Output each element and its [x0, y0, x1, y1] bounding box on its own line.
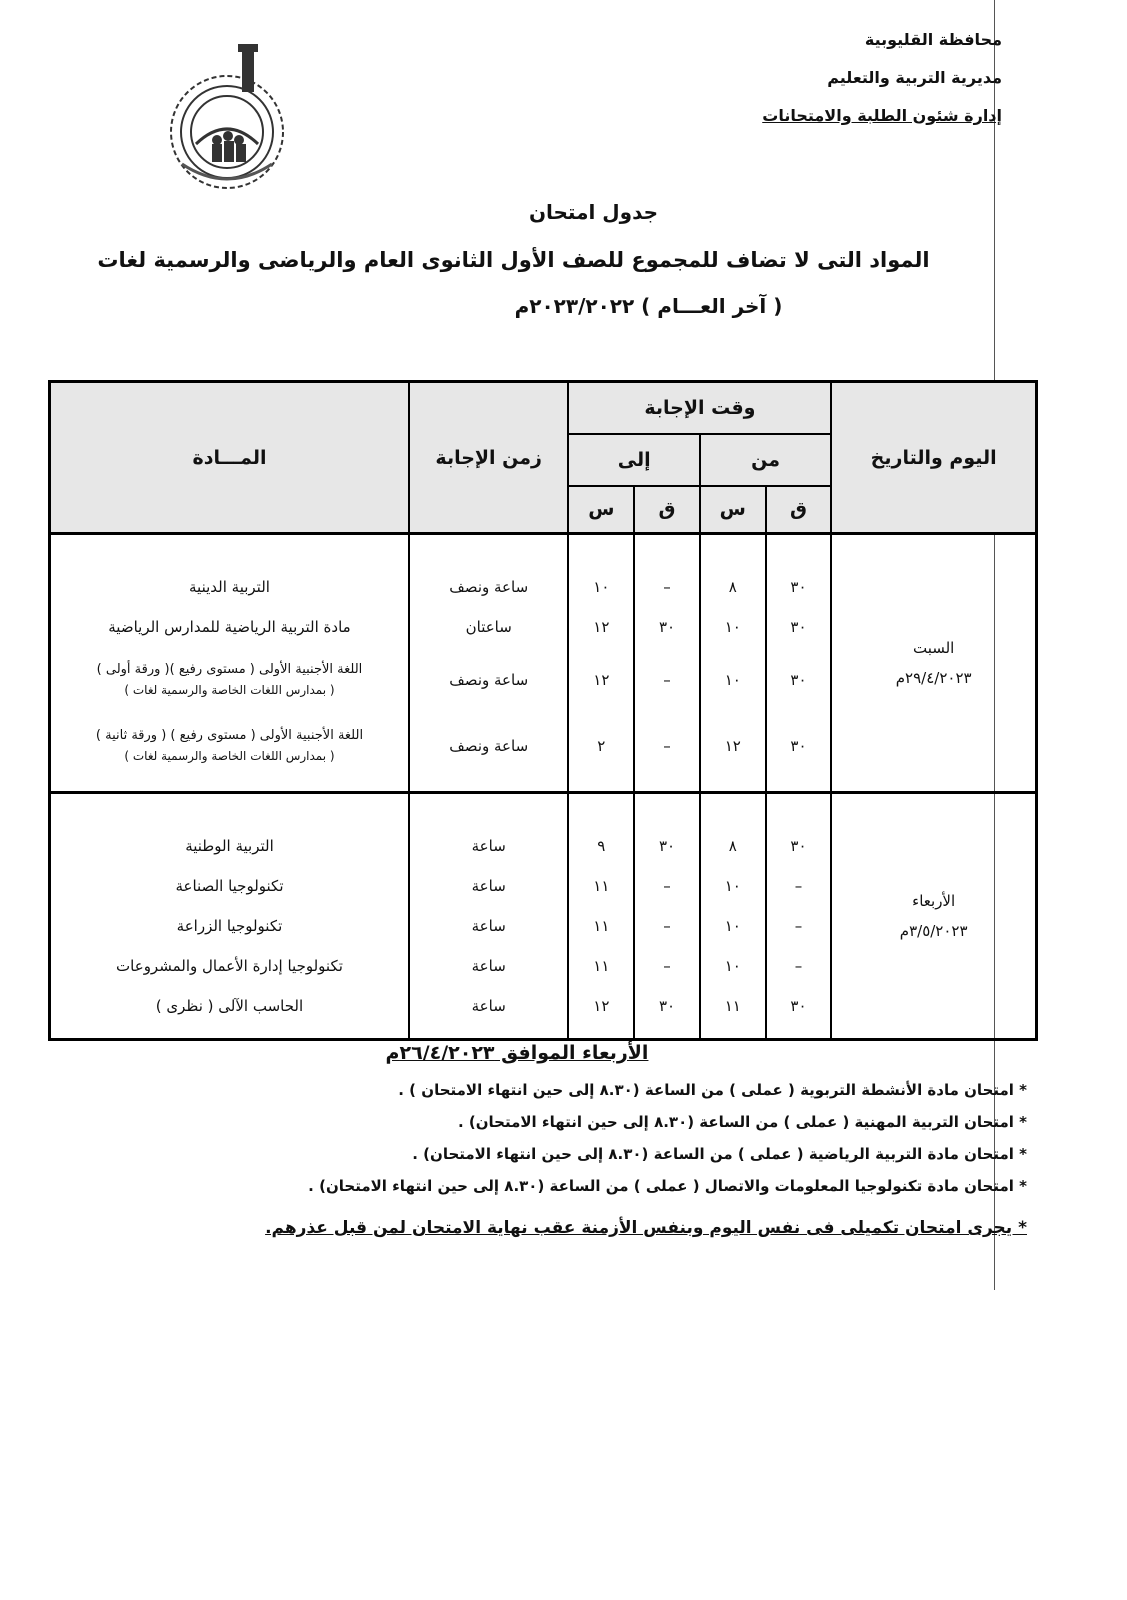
header-to: إلى	[568, 434, 699, 486]
header-answer-time: وقت الإجابة	[568, 382, 831, 434]
from-minute-value: ٣٠	[790, 997, 807, 1015]
duration-value: ساعة	[471, 997, 506, 1015]
from-hour-value: ١٢	[724, 737, 741, 755]
subject-name: اللغة الأجنبية الأولى ( مستوى رفيع ) ( ورقة ثانية )	[95, 728, 364, 743]
note-item: * امتحان مادة التربية الرياضية ( عملى ) من الساعة (٨.٣٠ إلى حين انتهاء الامتحان) .	[412, 1145, 1027, 1163]
from-hour-value: ٨	[728, 837, 737, 855]
header-duration: زمن الإجابة	[409, 382, 568, 534]
from-hour-value: ١٠	[724, 671, 741, 689]
subject-note: ( بمدارس اللغات الخاصة والرسمية لغات )	[124, 683, 335, 697]
header-from: من	[700, 434, 831, 486]
schedule-day-group	[50, 793, 1037, 1040]
subject-column	[50, 793, 409, 1040]
day-name: الأربعاء	[912, 892, 956, 910]
notes-date-heading: الأربعاء الموافق ٢٦/٤/٢٠٢٣م	[385, 1042, 649, 1064]
to-minute-value: –	[663, 737, 671, 755]
letterhead	[702, 30, 1002, 144]
from-minute-value: –	[794, 957, 803, 975]
to-minute-value: ٣٠	[658, 618, 676, 636]
header-to-minute: ق	[634, 486, 700, 534]
from-hour-value: ١٠	[724, 917, 741, 935]
duration-value: ساعة ونصف	[449, 578, 529, 596]
note-item: * امتحان مادة الأنشطة التربوية ( عملى ) من الساعة (٨.٣٠ إلى حين انتهاء الامتحان ) .	[398, 1081, 1027, 1099]
additional-notes	[127, 1042, 1027, 1238]
from-minute-value: –	[794, 877, 803, 895]
to-minute-column	[634, 793, 700, 1040]
header-from-minute: ق	[766, 486, 832, 534]
from-minute-value: ٣٠	[790, 837, 807, 855]
duration-value: ساعة	[471, 917, 506, 935]
from-hour-value: ١٠	[724, 957, 741, 975]
document-titles	[0, 200, 1127, 318]
subject-note: ( بمدارس اللغات الخاصة والرسمية لغات )	[124, 749, 335, 763]
to-minute-value: –	[663, 671, 671, 689]
to-hour-value: ١٢	[593, 997, 610, 1015]
to-hour-value: ١٠	[593, 578, 610, 596]
to-minute-value: –	[663, 917, 671, 935]
subject-column	[50, 534, 409, 793]
to-hour-value: ١١	[593, 917, 610, 935]
duration-value: ساعتان	[465, 618, 512, 636]
to-minute-value: ٣٠	[658, 997, 676, 1015]
header-subject: المـــادة	[50, 382, 409, 534]
makeup-exam-note: * يجرى امتحان تكميلى فى نفس اليوم وبنفس الأزمنة عقب نهاية الامتحان لمن قبل عذرهم.	[265, 1218, 1027, 1238]
from-minute-value: ٣٠	[790, 671, 807, 689]
duration-value: ساعة	[471, 837, 506, 855]
to-minute-column	[634, 534, 700, 793]
to-minute-value: ٣٠	[658, 837, 676, 855]
subject-name: التربية الوطنية	[185, 837, 274, 855]
day-date-cell	[831, 793, 1036, 1040]
header-to-hour: س	[568, 486, 634, 534]
subject-name: مادة التربية الرياضية للمدارس الرياضية	[108, 618, 351, 636]
to-minute-value: –	[663, 877, 671, 895]
subject-name: اللغة الأجنبية الأولى ( مستوى رفيع )( ورقة أولى )	[96, 662, 363, 677]
subject-name: الحاسب الآلى ( نظرى )	[155, 997, 304, 1015]
from-hour-column	[700, 534, 766, 793]
duration-value: ساعة	[471, 957, 506, 975]
directorate-name: مديرية التربية والتعليم	[827, 68, 1002, 87]
duration-column	[409, 793, 568, 1040]
exam-date: ٢٩/٤/٢٠٢٣م	[895, 669, 972, 687]
from-hour-value: ٨	[728, 578, 737, 596]
to-minute-value: –	[663, 957, 671, 975]
duration-value: ساعة	[471, 877, 506, 895]
from-minute-value: –	[794, 917, 803, 935]
to-hour-value: ١٢	[593, 671, 610, 689]
day-date-cell	[831, 534, 1036, 793]
from-minute-value: ٣٠	[790, 737, 807, 755]
from-hour-column	[700, 793, 766, 1040]
duration-value: ساعة ونصف	[449, 737, 529, 755]
subject-name: تكنولوجيا الزراعة	[176, 917, 283, 935]
document-subtitle: المواد التى لا تضاف للمجموع للصف الأول الثانوى العام والرياضى والرسمية لغات	[97, 248, 930, 272]
to-hour-value: ١٢	[593, 618, 610, 636]
academic-year: ( آخر العـــام ) ٢٠٢٣/٢٠٢٢م	[514, 294, 783, 318]
to-minute-value: –	[663, 578, 671, 596]
document-title: جدول امتحان	[528, 200, 659, 224]
to-hour-column	[568, 793, 634, 1040]
to-hour-value: ٩	[597, 837, 606, 855]
duration-column	[409, 534, 568, 793]
from-minute-column	[766, 793, 832, 1040]
header-day-date: اليوم والتاريخ	[831, 382, 1036, 534]
exam-schedule-table	[48, 380, 1038, 1041]
from-hour-value: ١٠	[724, 618, 741, 636]
to-hour-value: ١١	[593, 877, 610, 895]
department-name: إدارة شئون الطلبة والامتحانات	[762, 106, 1002, 125]
from-hour-value: ١٠	[724, 877, 741, 895]
exam-date: ٣/٥/٢٠٢٣م	[899, 922, 968, 940]
note-item: * امتحان مادة تكنولوجيا المعلومات والاتصال ( عملى ) من الساعة (٨.٣٠ إلى حين انتهاء الامتحان) .	[308, 1177, 1027, 1195]
to-hour-column	[568, 534, 634, 793]
from-minute-value: ٣٠	[790, 578, 807, 596]
governorate-name: محافظة القليوبية	[864, 30, 1002, 49]
to-hour-value: ٢	[597, 737, 606, 755]
to-hour-value: ١١	[593, 957, 610, 975]
duration-value: ساعة ونصف	[449, 671, 529, 689]
directorate-seal-icon	[162, 44, 292, 192]
header-from-hour: س	[700, 486, 766, 534]
day-name: السبت	[912, 639, 955, 657]
subject-name: تكنولوجيا إدارة الأعمال والمشروعات	[116, 957, 343, 975]
from-minute-value: ٣٠	[790, 618, 807, 636]
note-item: * امتحان التربية المهنية ( عملى ) من الساعة (٨.٣٠ إلى حين انتهاء الامتحان) .	[457, 1113, 1027, 1131]
schedule-day-group	[50, 534, 1037, 793]
from-hour-value: ١١	[724, 997, 741, 1015]
subject-name: تكنولوجيا الصناعة	[175, 877, 284, 895]
subject-name: التربية الدينية	[189, 578, 270, 596]
from-minute-column	[766, 534, 832, 793]
